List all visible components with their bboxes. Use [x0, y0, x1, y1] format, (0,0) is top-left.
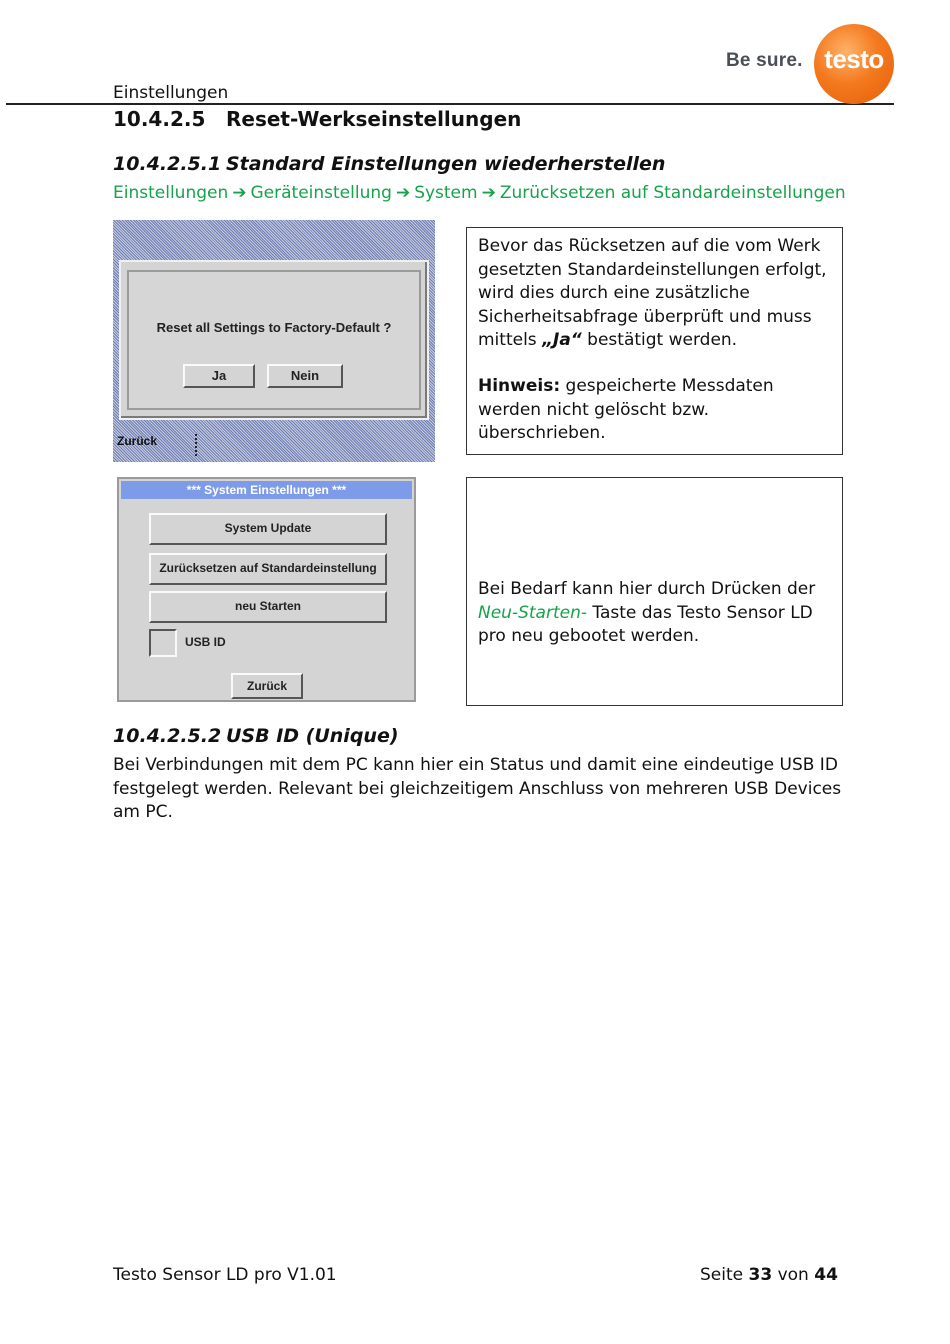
reset-dialog-screenshot	[113, 220, 435, 462]
usb-id-checkbox[interactable]	[149, 629, 177, 657]
separator	[195, 432, 197, 456]
usb-id-paragraph: Bei Verbindungen mit dem PC kann hier ein Status und damit eine eindeutige USB ID festgelegt werden. Relevant bei gleichzeitigem Anschluss von mehreren USB Devices am PC.	[113, 755, 842, 822]
path-item: System	[414, 183, 478, 203]
section-title: Reset-Werkseinstellungen	[226, 107, 522, 131]
emph-ja: „Ja“	[542, 330, 582, 350]
back-button[interactable]: Zurück	[117, 434, 158, 448]
path-item: Zurücksetzen auf Standardeinstellungen	[499, 183, 846, 203]
subsection-number-2: 10.4.2.5.2	[113, 725, 222, 747]
subsection-heading-1	[113, 153, 665, 175]
restart-text-end: Taste das Testo Sensor LD pro neu gebootet werden.	[478, 602, 813, 646]
arrow-right-icon: ➔	[395, 183, 411, 203]
emph-restart: Neu-Starten-	[478, 602, 587, 623]
page-current: 33	[748, 1265, 773, 1285]
footer-product: Testo Sensor LD pro V1.01	[113, 1265, 337, 1285]
system-settings-screenshot	[117, 477, 416, 702]
reset-defaults-button[interactable]: Zurücksetzen auf Standardeinstellung	[149, 553, 387, 585]
info-text-end: bestätigt werden.	[581, 330, 738, 350]
reset-dialog-inner	[127, 270, 421, 410]
subsection-number-1: 10.4.2.5.1	[113, 153, 222, 175]
logo-tagline: Be sure.	[726, 50, 803, 71]
arrow-right-icon: ➔	[232, 183, 247, 203]
reset-question: Reset all Settings to Factory-Default ?	[156, 320, 392, 335]
restart-text: Bei Bedarf kann hier durch Drücken der	[478, 579, 816, 599]
note-label: Hinweis:	[478, 376, 561, 396]
back-button[interactable]: Zurück	[231, 673, 303, 699]
reset-dialog	[119, 260, 429, 420]
note-paragraph	[478, 375, 832, 446]
subsection-title-2: USB ID (Unique)	[226, 725, 399, 747]
subsection-title-1: Standard Einstellungen wiederherstellen	[226, 153, 666, 175]
system-update-button[interactable]: System Update	[149, 513, 387, 545]
restart-paragraph	[478, 578, 832, 649]
page-mid: von	[772, 1265, 815, 1285]
arrow-right-icon: ➔	[481, 183, 496, 203]
section-heading	[113, 107, 521, 131]
info-paragraph	[478, 235, 832, 353]
note-text: gespeicherte Messdaten werden nicht gelöscht bzw. überschrieben.	[478, 376, 774, 443]
usb-id-label: USB ID	[185, 635, 226, 649]
info-box-restart	[466, 477, 843, 706]
section-number: 10.4.2.5	[113, 107, 206, 131]
restart-button[interactable]: neu Starten	[149, 591, 387, 623]
header-rule	[6, 103, 894, 105]
path-item: Einstellungen	[113, 183, 229, 203]
yes-button[interactable]: Ja	[183, 364, 255, 388]
info-box-reset	[466, 227, 843, 455]
page-prefix: Seite	[700, 1265, 749, 1285]
system-settings-title: *** System Einstellungen ***	[121, 481, 412, 499]
page-total: 44	[814, 1265, 838, 1285]
header-section-label: Einstellungen	[113, 83, 229, 103]
info-text: Bevor das Rücksetzen auf die vom Werk gesetzten Standardeinstellungen erfolgt, wird dies durch eine zusätzliche Sicherheitsabfrage überprüft und muss mittels	[478, 236, 827, 350]
subsection-heading-2	[113, 725, 399, 747]
no-button[interactable]: Nein	[267, 364, 343, 388]
footer-page-number	[700, 1265, 837, 1285]
path-item: Geräteinstellung	[250, 183, 392, 203]
menu-path	[113, 183, 846, 203]
logo-word: testo	[824, 44, 884, 74]
